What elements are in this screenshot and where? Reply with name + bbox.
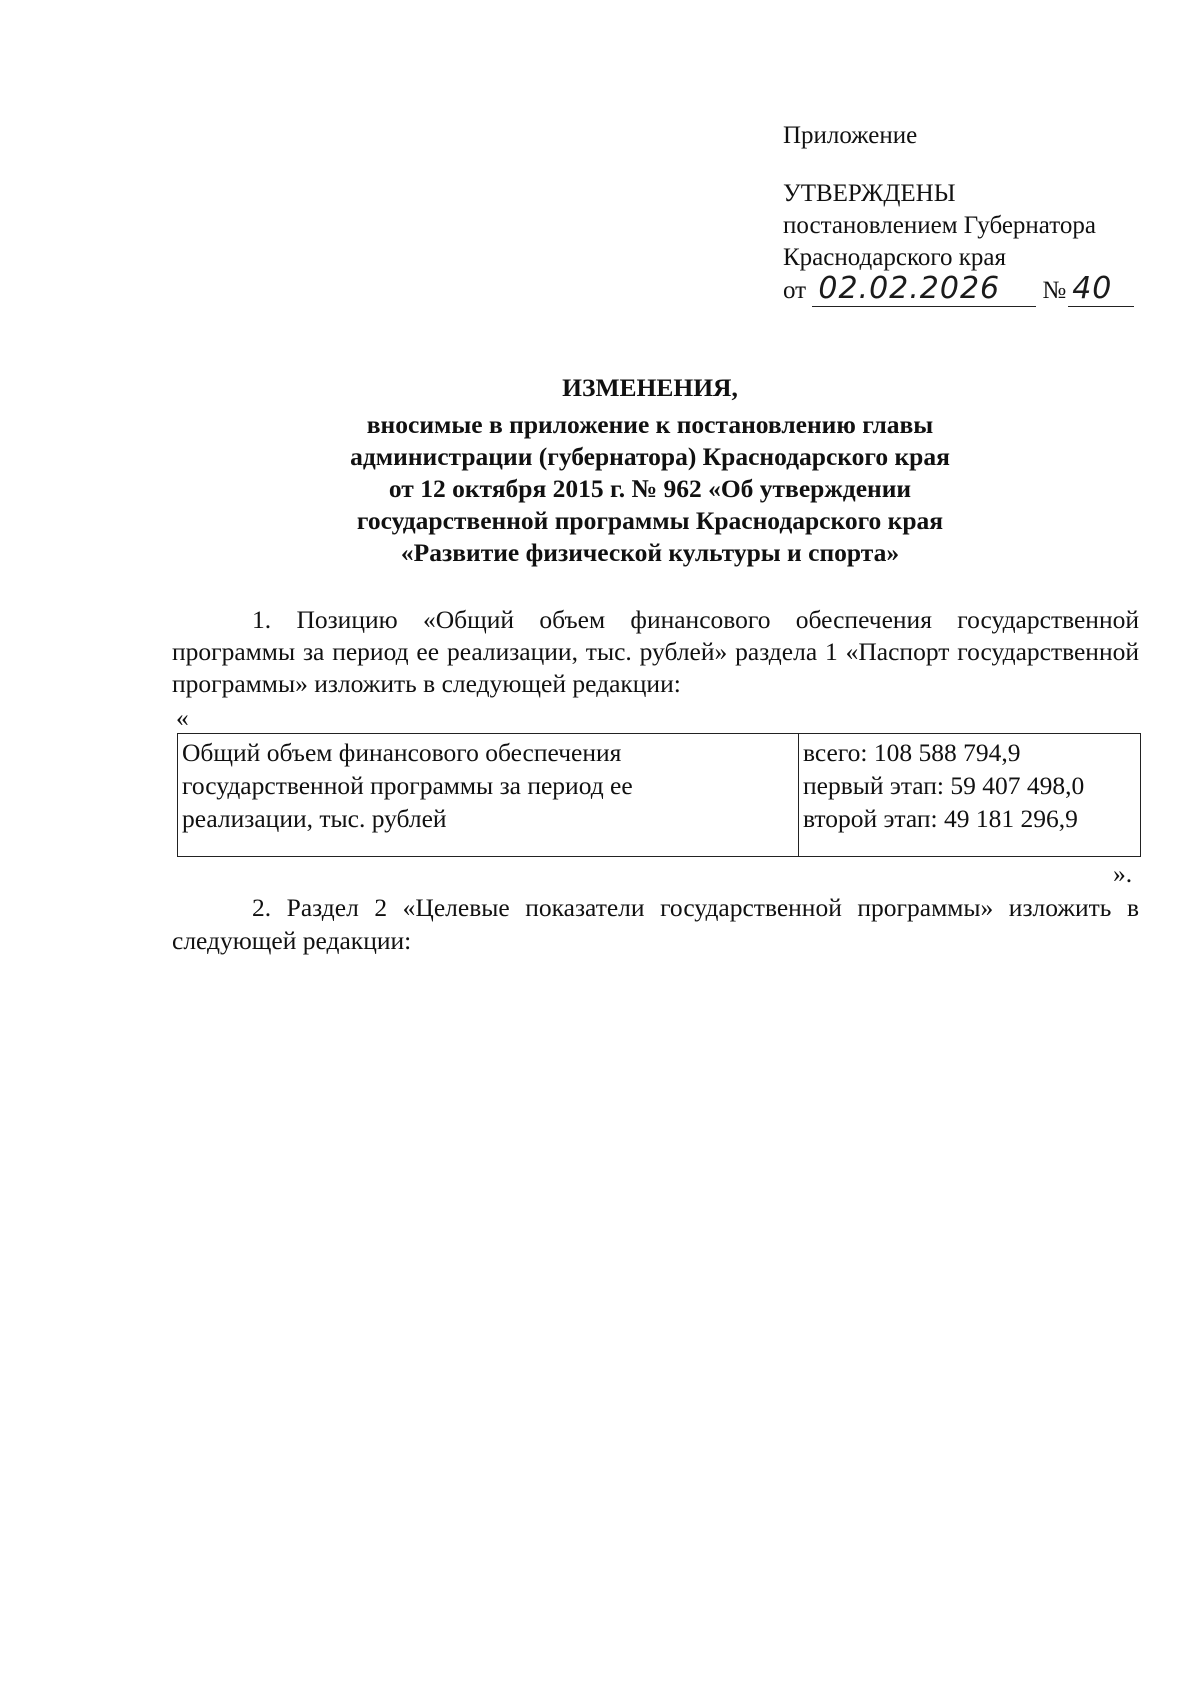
title-line: государственной программы Краснодарского края — [356, 506, 944, 535]
title-head: ИЗМЕНЕНИЯ, — [562, 373, 738, 402]
table-value-stage-2: второй этап: 49 181 296,9 — [803, 804, 1078, 833]
table-value-stage-1: первый этап: 59 407 498,0 — [803, 771, 1085, 800]
approval-block — [783, 120, 1134, 307]
section-2-paragraph: 2. Раздел 2 «Целевые показатели государственной программы» изложить в следующей редакции: — [172, 893, 1139, 955]
title-line: вносимые в приложение к постановлению главы — [366, 410, 934, 439]
section-1-paragraph: 1. Позицию «Общий объем финансового обеспечения государственной программы за период ее реализации, тыс. рублей» раздела 1 «Паспорт государственной программы» изложить в следующей редакции: — [172, 605, 1139, 698]
title-line: «Развитие физической культуры и спорта» — [400, 538, 900, 567]
table-cell-values — [799, 734, 1140, 856]
table-cell-label — [178, 734, 799, 856]
table-label-line: реализации, тыс. рублей — [182, 804, 447, 833]
handwritten-number: 40 — [1068, 274, 1134, 307]
document-title — [160, 372, 1140, 569]
table-label-line: Общий объем финансового обеспечения — [182, 738, 622, 767]
handwritten-date: 02.02.2026 — [812, 274, 1036, 307]
quote-open: « — [176, 703, 189, 732]
approval-line-1: постановлением Губернатора — [783, 212, 1096, 239]
table-label-line: государственной программы за период ее — [182, 771, 633, 800]
financing-table — [177, 733, 1141, 857]
approval-line-2: Краснодарского края — [783, 244, 1006, 271]
title-line: администрации (губернатора) Краснодарского края — [350, 442, 950, 471]
table-value-total: всего: 108 588 794,9 — [803, 738, 1021, 767]
approved-label: УТВЕРЖДЕНЫ — [783, 180, 956, 207]
quote-close: ». — [1113, 859, 1133, 888]
annex-label: Приложение — [783, 122, 918, 149]
date-number-line — [783, 271, 1134, 307]
date-prefix: от — [783, 277, 807, 304]
title-line: от 12 октября 2015 г. № 962 «Об утверждении — [388, 474, 912, 503]
number-sign: № — [1042, 277, 1067, 304]
